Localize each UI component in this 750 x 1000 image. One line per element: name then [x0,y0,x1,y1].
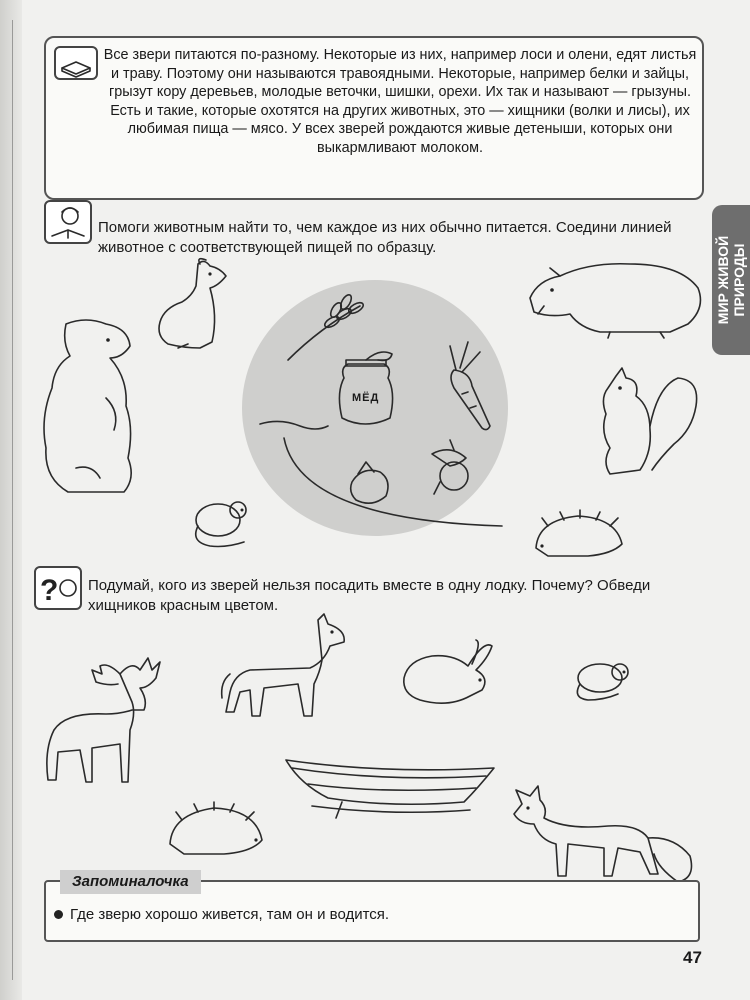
fox-icon [508,778,698,888]
food-area [240,268,510,548]
mouse-icon [186,490,256,550]
moose-icon [36,654,176,794]
page-number: 47 [683,948,702,967]
task1-text: Помоги животным найти то, чем каждое из них обычно питается. Соедини линией животное с соответствующей пищей по образцу. [98,219,672,256]
wolf-icon [220,612,360,722]
hedgehog-2-icon [162,800,272,860]
hedgehog-icon [528,510,628,560]
task2-text: Подумай, кого из зверей нельзя посадить вместе в одну лодку. Почему? Обведи хищников красным цветом. [88,577,651,614]
book-icon [54,46,98,80]
squirrel-icon [596,366,706,486]
svg-text:?: ? [40,574,59,607]
info-box [44,36,704,200]
memo-title: Запоминалочка [60,870,201,894]
memo-text: Где зверю хорошо живется, там он и водится. [70,906,390,923]
memo-bullet [54,910,63,919]
boy-reading-icon [44,200,92,244]
info-text: Все звери питаются по-разному. Некоторые из них, например лоси и олени, едят листья и траву. Поэтому они называются травоядными. Некоторые, например белки и зайцы, грызут кору деревьев, молодые веточки, шишки, орехи. Их так и называют — грызуны. Есть и такие, которые охотятся на других животных, это — хищники (волки и лисы), их любимая пища — мясо. У всех зверей рождаются живые детеныши, которых они выкармливают молоком. [103,47,697,156]
boat-icon [282,740,502,820]
question-boy-icon [34,566,82,610]
rabbit-icon [398,638,498,708]
bear-icon [36,318,146,498]
hare-icon [148,256,238,356]
section-tab-label: МИР ЖИВОЙ ПРИРОДЫ [715,235,747,325]
honey-label: МЁД [352,392,380,404]
rat-icon [568,654,638,704]
spine-line [12,20,13,980]
boar-icon [520,258,720,338]
book-spine [0,0,22,1000]
